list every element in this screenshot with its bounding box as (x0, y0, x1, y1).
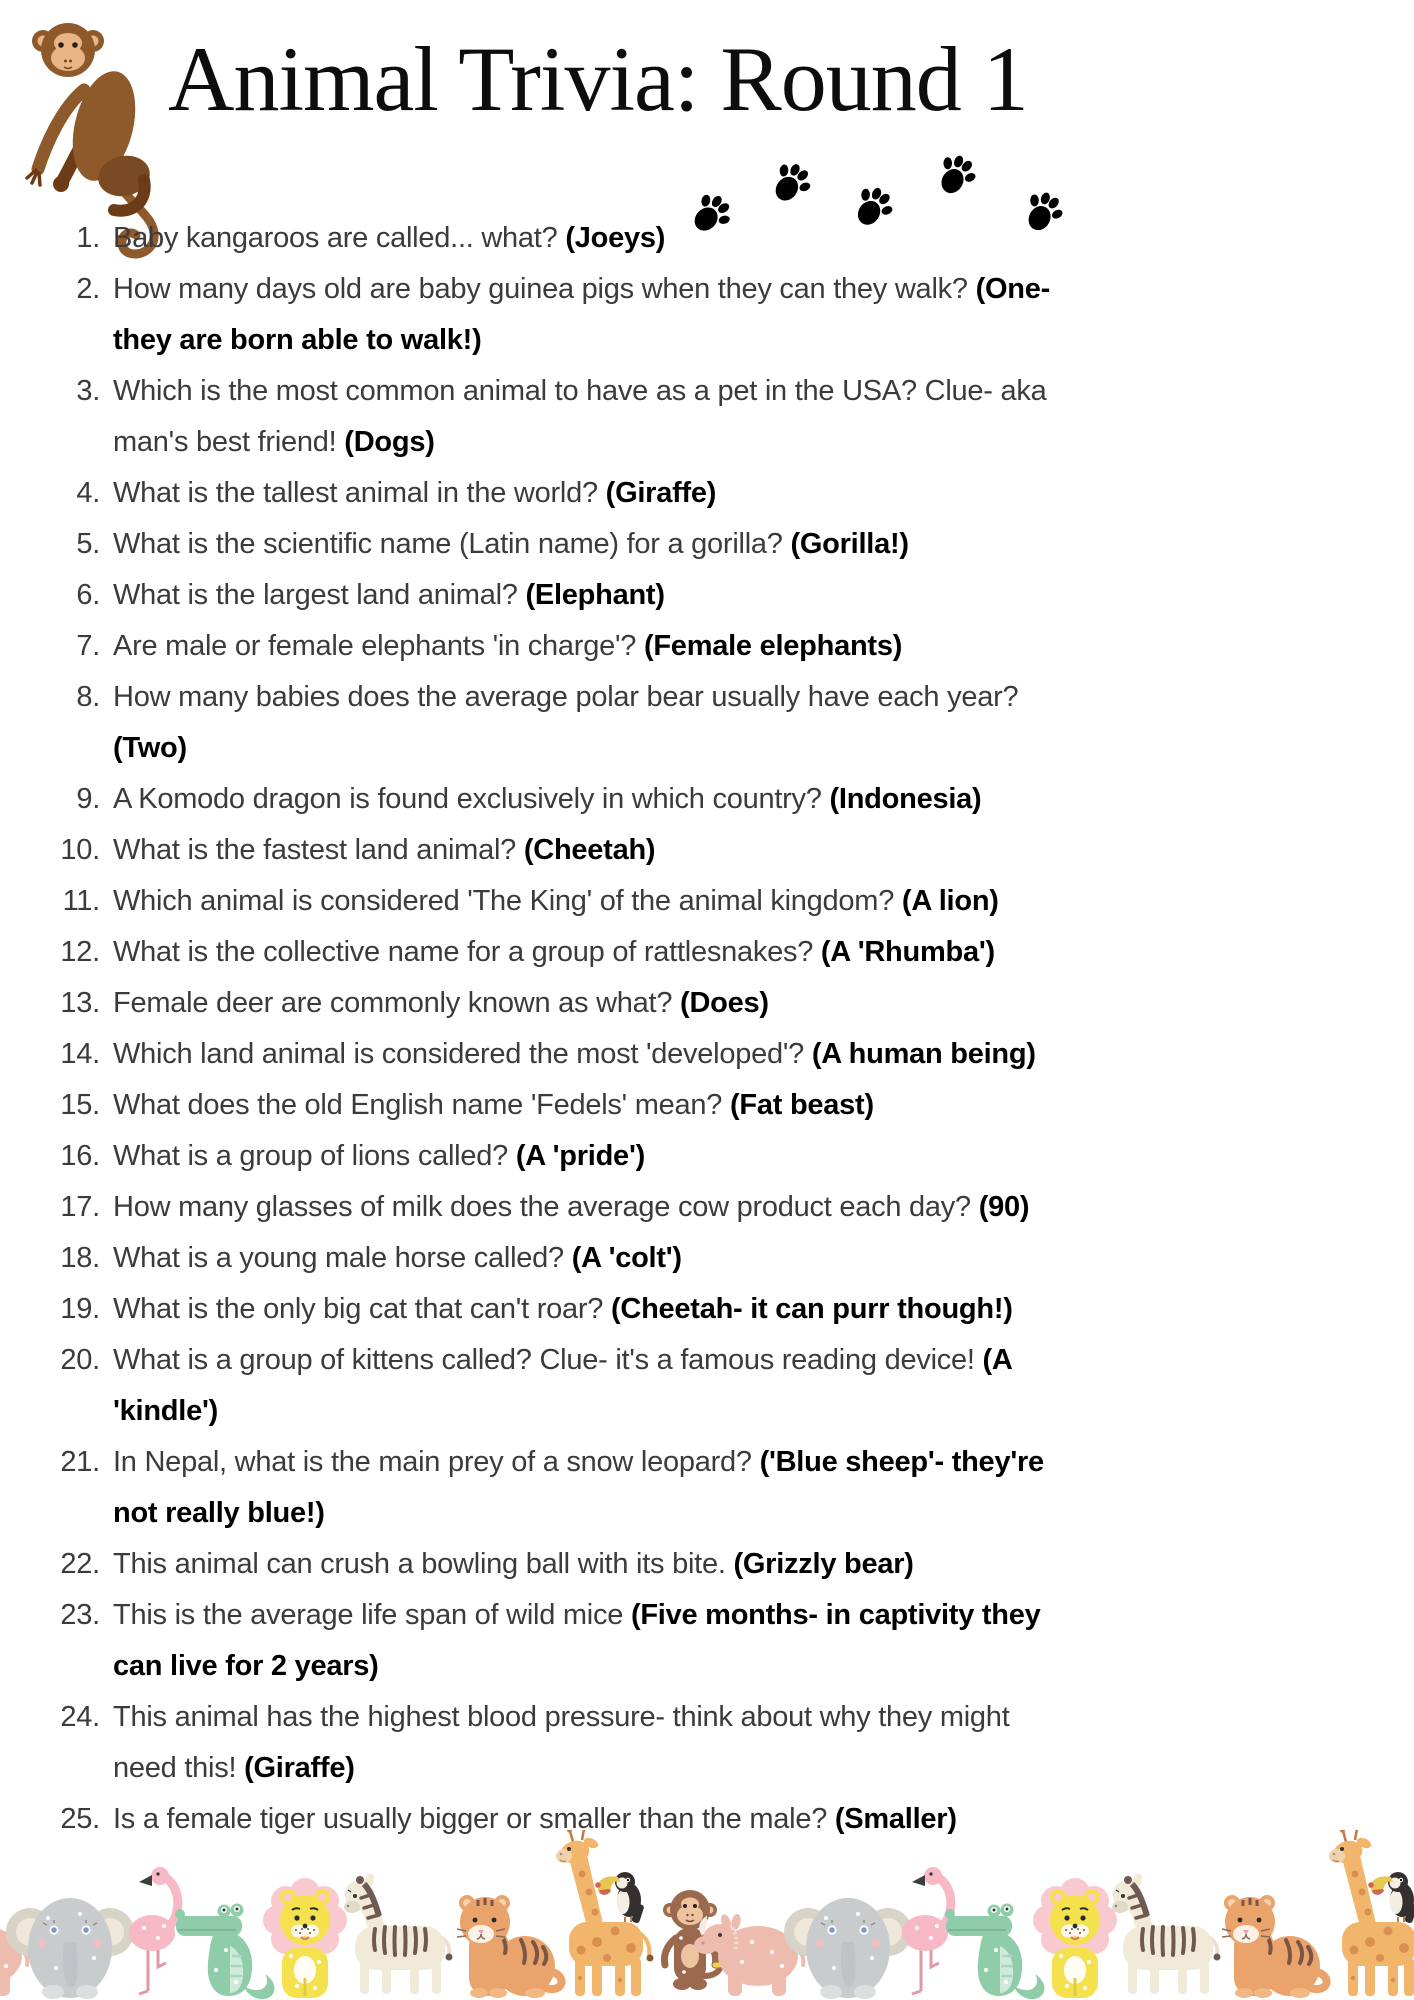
question-number: 25. (60, 1803, 100, 1835)
question-item (50, 1539, 1066, 1590)
footer-elephant (784, 1898, 912, 1999)
question-text: Which animal is considered 'The King' of the animal kingdom? (113, 885, 902, 917)
footer-lion (263, 1878, 347, 1998)
question-text: A Komodo dragon is found exclusively in which country? (113, 783, 830, 815)
footer-giraffe (1329, 1830, 1414, 1996)
question-number: 18. (60, 1242, 100, 1274)
answer-text: (One- they are born able to walk!) (113, 273, 1051, 356)
question-number: 21. (60, 1446, 100, 1478)
question-body (113, 825, 1066, 876)
question-number: 5. (76, 528, 100, 560)
question-number: 20. (60, 1344, 100, 1376)
question-text: This is the average life span of wild mice (113, 1599, 631, 1631)
question-number: 11. (62, 885, 100, 917)
footer-crocodile (175, 1904, 274, 2000)
question-item (50, 1182, 1066, 1233)
answer-text: (Cheetah) (523, 834, 656, 866)
question-text: What is the scientific name (Latin name) for a gorilla? (113, 528, 791, 560)
question-body (113, 1182, 1066, 1233)
page-title: Animal Trivia: Round 1 (168, 28, 1028, 130)
question-number: 13. (60, 987, 100, 1019)
question-text: Female deer are commonly known as what? (113, 987, 681, 1019)
question-text: What is the only big cat that can't roar? (113, 1293, 611, 1325)
question-text: Baby kangaroos are called... what? (113, 222, 566, 254)
question-item (50, 1692, 1066, 1794)
question-body (113, 672, 1066, 774)
question-body (113, 264, 1066, 366)
footer-flamingo (129, 1867, 178, 1994)
question-number: 15. (60, 1089, 100, 1121)
question-item (50, 1233, 1066, 1284)
footer-zebra (1109, 1872, 1221, 1994)
question-body (113, 621, 1066, 672)
footer-crocodile (945, 1904, 1044, 2000)
question-number: 6. (76, 579, 100, 611)
question-item (50, 1029, 1066, 1080)
question-number: 23. (60, 1599, 100, 1631)
question-number: 8. (76, 681, 100, 713)
question-body (113, 519, 1066, 570)
question-number: 10. (60, 834, 100, 866)
question-body (113, 213, 1066, 264)
question-number: 7. (76, 630, 100, 662)
question-body (113, 1284, 1066, 1335)
question-text: Which land animal is considered the most 'developed'? (113, 1038, 812, 1070)
question-body (113, 468, 1066, 519)
question-body (113, 1692, 1066, 1794)
question-number: 2. (76, 273, 100, 305)
question-body (113, 978, 1066, 1029)
question-body (113, 1029, 1066, 1080)
question-number: 1. (76, 222, 100, 254)
question-number: 12. (60, 936, 100, 968)
question-item (50, 1590, 1066, 1692)
question-item (50, 774, 1066, 825)
answer-text: (Joeys) (565, 222, 666, 254)
question-number: 24. (60, 1701, 100, 1733)
answer-text: ('Blue sheep'- they're not really blue!) (113, 1446, 1044, 1529)
answer-text: (A 'colt') (571, 1242, 682, 1274)
question-text: What is a group of lions called? (113, 1140, 516, 1172)
answer-text: (Gorilla!) (790, 528, 909, 560)
answer-text: (A lion) (901, 885, 999, 917)
question-text: Is a female tiger usually bigger or smaller than the male? (113, 1803, 835, 1835)
footer-animal-border (0, 1830, 1414, 2000)
question-text: This animal can crush a bowling ball with its bite. (113, 1548, 734, 1580)
question-item (50, 621, 1066, 672)
question-body (113, 1233, 1066, 1284)
question-text: How many babies does the average polar bear usually have each year? (113, 681, 1019, 713)
answer-text: (Cheetah- it can purr though!) (610, 1293, 1013, 1325)
question-body (113, 570, 1066, 621)
question-body (113, 1539, 1066, 1590)
answer-text: (Grizzly bear) (733, 1548, 914, 1580)
question-text: Which is the most common animal to have as a pet in the USA? Clue- aka man's best friend! (113, 375, 1047, 458)
question-body (113, 876, 1066, 927)
question-text: What does the old English name 'Fedels' mean? (113, 1089, 730, 1121)
answer-text: (A 'pride') (515, 1140, 645, 1172)
footer-zebra (341, 1872, 453, 1994)
answer-text: (A 'Rhumba') (820, 936, 995, 968)
question-text: What is the largest land animal? (113, 579, 526, 611)
question-item (50, 1131, 1066, 1182)
question-number: 9. (76, 783, 100, 815)
question-body (113, 774, 1066, 825)
footer-giraffe (556, 1830, 654, 1996)
question-item (50, 468, 1066, 519)
question-item (50, 825, 1066, 876)
question-item (50, 876, 1066, 927)
question-item (50, 366, 1066, 468)
question-body (113, 1437, 1066, 1539)
question-text: How many days old are baby guinea pigs when they can they walk? (113, 273, 976, 305)
question-text: How many glasses of milk does the average cow product each day? (113, 1191, 979, 1223)
question-number: 3. (76, 375, 100, 407)
question-text: What is a young male horse called? (113, 1242, 572, 1274)
answer-text: (A human being) (811, 1038, 1036, 1070)
question-body (113, 927, 1066, 978)
question-item (50, 978, 1066, 1029)
answer-text: (A 'kindle') (113, 1344, 1012, 1427)
question-item (50, 1437, 1066, 1539)
question-item (50, 570, 1066, 621)
question-text: Are male or female elephants 'in charge'? (113, 630, 644, 662)
answer-text: (Indonesia) (829, 783, 982, 815)
question-text: What is the fastest land animal? (113, 834, 524, 866)
question-item (50, 672, 1066, 774)
question-text: What is a group of kittens called? Clue- it's a famous reading device! (113, 1344, 983, 1376)
question-item (50, 519, 1066, 570)
question-body (113, 1590, 1066, 1692)
answer-text: (Two) (113, 732, 187, 764)
question-body (113, 1335, 1066, 1437)
footer-lion (1033, 1878, 1117, 1998)
question-body (113, 1131, 1066, 1182)
question-text: This animal has the highest blood pressure- think about why they might need this! (113, 1701, 1010, 1784)
answer-text: (Smaller) (834, 1803, 957, 1835)
question-item (50, 1284, 1066, 1335)
answer-text: (Elephant) (525, 579, 665, 611)
answer-text: (Female elephants) (643, 630, 903, 662)
answer-text: (Five months- in captivity they can live for 2 years) (113, 1599, 1041, 1682)
footer-tiger (457, 1895, 562, 1998)
footer-flamingo (902, 1867, 951, 1994)
answer-text: (Giraffe) (244, 1752, 355, 1784)
question-item (50, 264, 1066, 366)
question-item (50, 1080, 1066, 1131)
question-number: 14. (60, 1038, 100, 1070)
question-number: 22. (60, 1548, 100, 1580)
question-number: 19. (60, 1293, 100, 1325)
answer-text: (Dogs) (344, 426, 435, 458)
question-text: In Nepal, what is the main prey of a snow leopard? (113, 1446, 760, 1478)
answer-text: (Giraffe) (605, 477, 717, 509)
answer-text: (90) (978, 1191, 1030, 1223)
question-text: What is the tallest animal in the world? (113, 477, 606, 509)
answer-text: (Does) (680, 987, 769, 1019)
question-item (50, 1335, 1066, 1437)
answer-text: (Fat beast) (729, 1089, 874, 1121)
question-item (50, 213, 1066, 264)
question-body (113, 366, 1066, 468)
footer-elephant (6, 1898, 134, 1999)
question-number: 4. (76, 477, 100, 509)
question-number: 17. (60, 1191, 100, 1223)
question-text: What is the collective name for a group of rattlesnakes? (113, 936, 821, 968)
question-number: 16. (60, 1140, 100, 1172)
question-item (50, 927, 1066, 978)
question-list (50, 213, 1066, 1845)
question-body (113, 1080, 1066, 1131)
footer-tiger (1222, 1895, 1327, 1998)
